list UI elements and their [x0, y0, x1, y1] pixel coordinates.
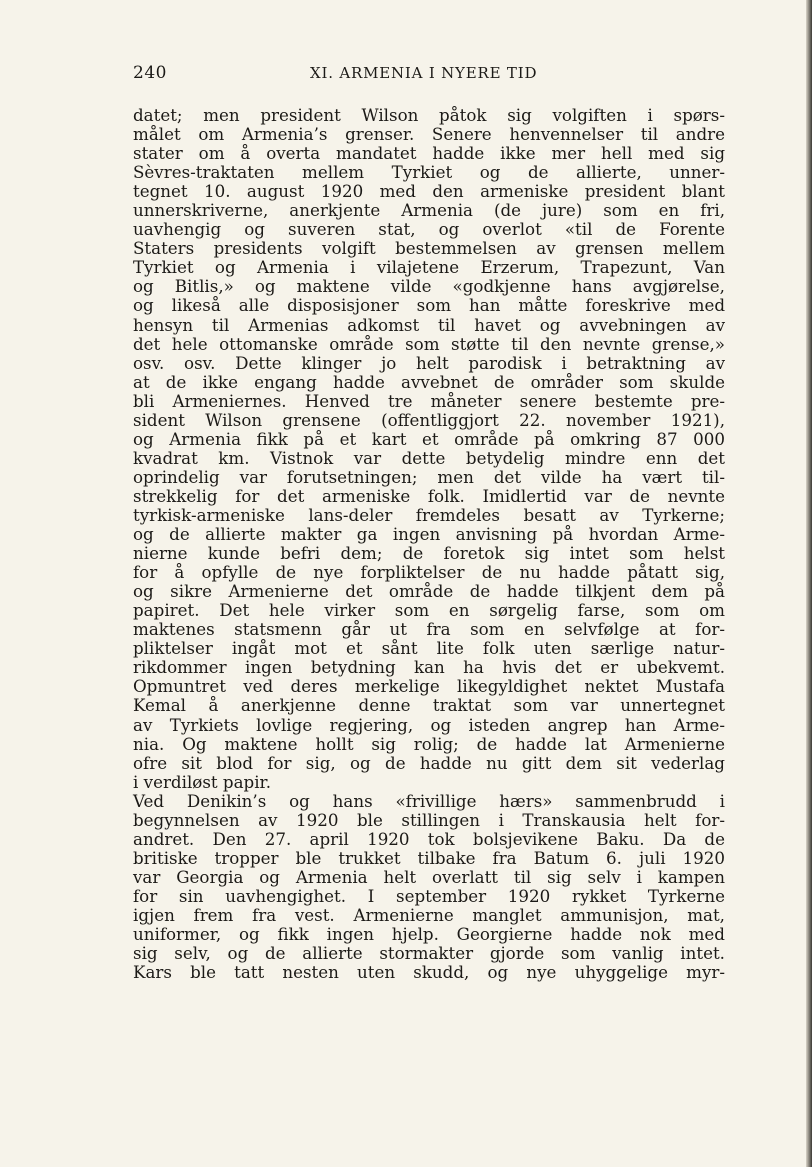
text-line: tegnet 10. august 1920 med den armeniske president blant	[133, 181, 725, 202]
text-line: unnerskriverne, anerkjente Armenia (de jure) som en fri,	[133, 200, 725, 221]
text-line: sident Wilson grensene (offentliggjort 22. november 1921),	[133, 409, 725, 430]
text-line: andret. Den 27. april 1920 tok bolsjevikene Baku. Da de	[133, 828, 725, 849]
text-line: målet om Armenia’s grenser. Senere henvennelser til andre	[133, 124, 725, 145]
text-line: var Georgia og Armenia helt overlatt til sig selv i kampen	[133, 866, 725, 887]
text-line: og sikre Armenierne det område de hadde tilkjent dem på	[133, 581, 725, 602]
text-line: Kemal å anerkjenne denne traktat som var unnertegnet	[133, 695, 725, 716]
text-line: Staters presidents volgift bestemmelsen av grensen mellem	[133, 238, 725, 259]
text-line: Tyrkiet og Armenia i vilajetene Erzerum, Trapezunt, Van	[133, 257, 725, 278]
text-line: i verdiløst papir.	[133, 771, 271, 792]
text-line: maktenes statsmenn går ut fra som en selvfølge at for-	[133, 619, 725, 640]
text-line: pliktelser ingåt mot et sånt lite folk uten særlige natur-	[133, 638, 725, 659]
text-line: bli Armeniernes. Henved tre måneter senere bestemte pre-	[133, 390, 725, 411]
body-text	[133, 106, 725, 982]
text-line: Sèvres-traktaten mellem Tyrkiet og de allierte, unner-	[133, 162, 725, 183]
text-line: begynnelsen av 1920 ble stillingen i Transkausia helt for-	[133, 809, 725, 830]
text-line: strekkelig for det armeniske folk. Imidlertid var de nevnte	[133, 485, 725, 506]
text-line: hensyn til Armenias adkomst til havet og avvebningen av	[133, 314, 725, 335]
text-line: kvadrat km. Vistnok var dette betydelig mindre enn det	[133, 447, 725, 468]
text-line: osv. osv. Dette klinger jo helt parodisk i betraktning av	[133, 352, 725, 373]
text-line: sig selv, og de allierte stormakter gjorde som vanlig intet.	[133, 943, 725, 964]
text-line: uniformer, og fikk ingen hjelp. Georgierne hadde nok med	[133, 924, 725, 945]
text-line: Ved Denikin’s og hans «frivillige hærs» sammenbrudd i	[133, 790, 725, 811]
text-line: og Armenia fikk på et kart et område på omkring 87 000	[133, 428, 725, 449]
text-line: Kars ble tatt nesten uten skudd, og nye uhyggelige myr-	[133, 962, 725, 983]
text-line: for sin uavhengighet. I september 1920 rykket Tyrkerne	[133, 885, 725, 906]
text-line: oprindelig var forutsetningen; men det vilde ha vært til-	[133, 466, 725, 487]
text-line: britiske tropper ble trukket tilbake fra Batum 6. juli 1920	[133, 847, 725, 868]
text-line: og Bitlis,» og maktene vilde «godkjenne hans avgjørelse,	[133, 276, 725, 297]
text-line: nierne kunde befri dem; de foretok sig intet som helst	[133, 543, 725, 564]
text-line: tyrkisk-armeniske lans-deler fremdeles besatt av Tyrkerne;	[133, 504, 725, 525]
text-line: for å opfylle de nye forpliktelser de nu hadde påtatt sig,	[133, 562, 725, 583]
text-line: og de allierte makter ga ingen anvisning på hvordan Arme-	[133, 524, 725, 545]
text-line: av Tyrkiets lovlige regjering, og isteden angrep han Arme-	[133, 714, 725, 735]
text-line: uavhengig og suveren stat, og overlot «til de Forente	[133, 219, 725, 240]
page-header	[133, 63, 725, 89]
text-line: igjen frem fra vest. Armenierne manglet ammunisjon, mat,	[133, 904, 725, 925]
page-number: 240	[133, 63, 167, 83]
text-line: datet; men president Wilson påtok sig volgiften i spørs-	[133, 105, 725, 125]
text-line: og likeså alle disposisjoner som han måtte foreskrive med	[133, 295, 725, 316]
text-line: ofre sit blod for sig, og de hadde nu gitt dem sit vederlag	[133, 752, 725, 773]
page-edge	[806, 0, 812, 1167]
text-line: stater om å overta mandatet hadde ikke mer hell med sig	[133, 143, 725, 164]
text-line: at de ikke engang hadde avvebnet de områder som skulde	[133, 371, 725, 392]
text-line: Opmuntret ved deres merkelige likegyldighet nektet Mustafa	[133, 676, 725, 697]
text-line: papiret. Det hele virker som en sørgelig farse, som om	[133, 600, 725, 621]
text-line: rikdommer ingen betydning kan ha hvis det er ubekvemt.	[133, 657, 725, 678]
text-line: nia. Og maktene hollt sig rolig; de hadde lat Armenierne	[133, 733, 725, 754]
running-head: XI. ARMENIA I NYERE TID	[310, 64, 538, 82]
text-line: det hele ottomanske område som støtte til den nevnte grense,»	[133, 333, 725, 354]
